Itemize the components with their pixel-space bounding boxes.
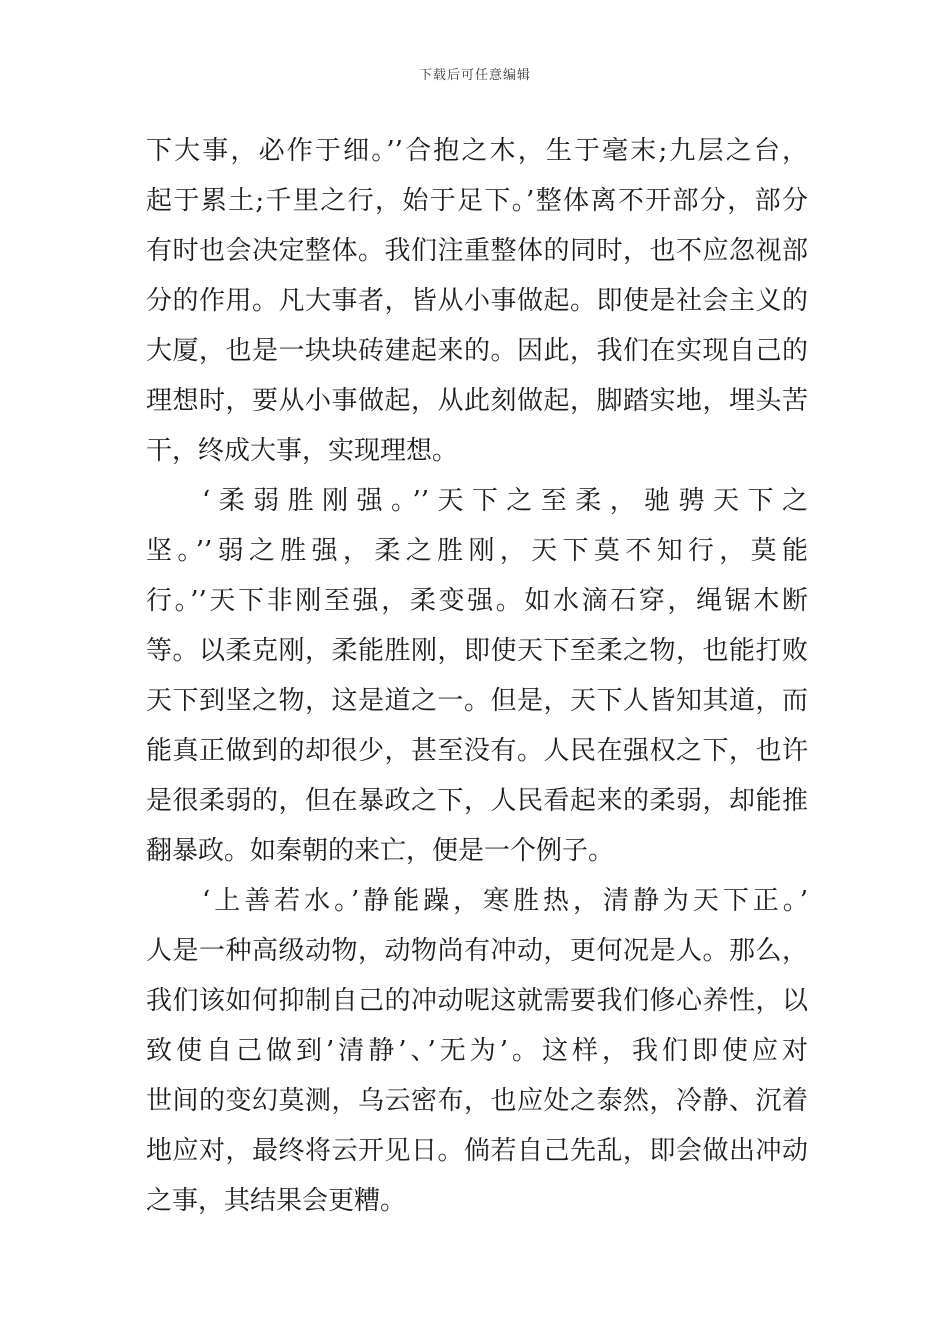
text-line: 我们该如何抑制自己的冲动呢这就需要我们修心养性，以 (146, 986, 808, 1016)
text-line: 是很柔弱的，但在暴政之下，人民看起来的柔弱，却能推 (146, 786, 808, 816)
page-header: 下载后可任意编辑 (418, 68, 531, 83)
text-line: 理想时，要从小事做起，从此刻做起，脚踏实地，埋头苦 (146, 386, 808, 416)
text-line: 行。’’天下非刚至强，柔变强。如水滴石穿，绳锯木断 (146, 586, 808, 616)
text-line: 地应对，最终将云开见日。倘若自己先乱，即会做出冲动 (146, 1136, 808, 1166)
document-body (146, 126, 808, 1226)
text-line: 分的作用。凡大事者，皆从小事做起。即使是社会主义的 (146, 286, 808, 316)
paragraph-2 (146, 476, 808, 876)
text-line: 天下到坚之物，这是道之一。但是，天下人皆知其道，而 (146, 686, 808, 716)
text-line: 下大事，必作于细。’’合抱之木，生于毫末;九层之台， (146, 136, 808, 166)
text-line: ‘柔弱胜刚强。’’天下之至柔，驰骋天下之 (202, 486, 808, 516)
text-line: 等。以柔克刚，柔能胜刚，即使天下至柔之物，也能打败 (146, 636, 808, 666)
text-line: 坚。’’弱之胜强，柔之胜刚，天下莫不知行，莫能 (146, 536, 808, 566)
text-line: 世间的变幻莫测，乌云密布，也应处之泰然，冷静、沉着 (146, 1086, 808, 1116)
paragraph-1 (146, 126, 808, 476)
text-line: 大厦，也是一块块砖建起来的。因此，我们在实现自己的 (146, 336, 808, 366)
text-line: 致使自己做到’清静’、’无为’。这样，我们即使应对 (146, 1036, 808, 1066)
text-line: 能真正做到的却很少，甚至没有。人民在强权之下，也许 (146, 736, 808, 766)
text-line: 之事，其结果会更糟。 (146, 1186, 407, 1216)
text-line: 有时也会决定整体。我们注重整体的同时，也不应忽视部 (146, 236, 808, 266)
text-line: 起于累土;千里之行，始于足下。’整体离不开部分，部分 (146, 186, 808, 216)
paragraph-3 (146, 876, 808, 1226)
text-line: 翻暴政。如秦朝的来亡，便是一个例子。 (146, 836, 615, 866)
text-line: 干，终成大事，实现理想。 (146, 436, 459, 466)
text-line: 人是一种高级动物，动物尚有冲动，更何况是人。那么， (146, 936, 808, 966)
text-line: ‘上善若水。’静能躁，寒胜热，清静为天下正。’ (202, 886, 808, 916)
